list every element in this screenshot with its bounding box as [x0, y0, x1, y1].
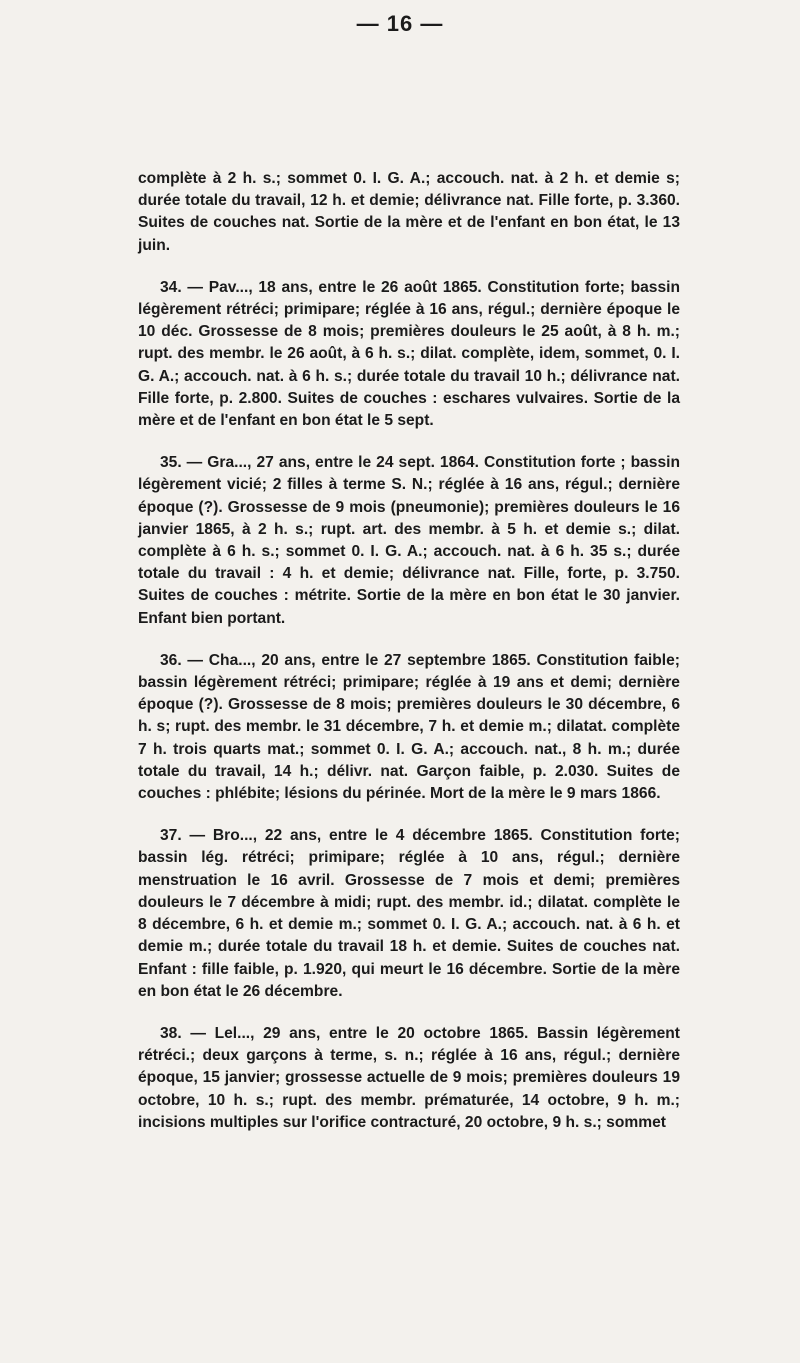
case-36-paragraph: 36. — Cha..., 20 ans, entre le 27 septembre 1865. Constitution faible; bassin légèrement rétréci; primipare; réglée à 19 ans et demi; dernière époque (?). Grossesse de 8 mois; premières douleurs le 30 décembre, 6 h. s; rupt. des membr. le 31 décembre, 7 h. et demie m.; dilatat. complète 7 h. trois quarts mat.; sommet 0. I. G. A.; accouch. nat., 8 h. m.; durée totale du travail, 14 h.; délivr. nat. Garçon faible, p. 2.030. Suites de couches : phlébite; lésions du périnée. Mort de la mère le 9 mars 1866.	[138, 651, 680, 803]
paragraph-continuation: complète à 2 h. s.; sommet 0. I. G. A.; accouch. nat. à 2 h. et demie s; durée totale du travail, 12 h. et demie; délivrance nat. Fille forte, p. 3.360. Suites de couches nat. Sortie de la mère et de l'enfant en bon état, le 13 juin.	[138, 170, 680, 254]
case-35-paragraph: 35. — Gra..., 27 ans, entre le 24 sept. 1864. Constitution forte ; bassin légèrement vicié; 2 filles à terme S. N.; réglée à 16 ans, régul.; dernière époque (?). Grossesse de 9 mois (pneumonie); premières douleurs le 16 janvier 1865, à 2 h. s.; rupt. art. des membr. à 5 h. et demie s.; dilat. complète à 6 h. s.; sommet 0. I. G. A.; accouch. nat. à 6 h. 35 s.; durée totale du travail : 4 h. et demie; délivrance nat. Fille, forte, p. 3.750. Suites de couches : métrite. Sortie de la mère en bon état le 30 janvier. Enfant bien portant.	[138, 454, 680, 627]
case-37-paragraph: 37. — Bro..., 22 ans, entre le 4 décembre 1865. Constitution forte; bassin lég. rétréci; primipare; réglée à 10 ans, régul.; dernière menstruation le 16 avril. Grossesse de 7 mois et demi; premières douleurs le 7 décembre à midi; rupt. des membr. id.; dilatat. complète le 8 décembre, 6 h. et demie m.; sommet 0. I. G. A.; accouch. nat. à 6 h. et demie m.; durée totale du travail 18 h. et demie. Suites de couches nat. Enfant : fille faible, p. 1.920, qui meurt le 16 décembre. Sortie de la mère en bon état le 26 décembre.	[138, 827, 680, 1000]
case-34-paragraph: 34. — Pav..., 18 ans, entre le 26 août 1865. Constitution forte; bassin légèrement rétréci; primipare; réglée à 16 ans, régul.; dernière époque le 10 déc. Grossesse de 8 mois; premières douleurs le 25 août, à 8 h. m.; rupt. des membr. le 26 août, à 6 h. s.; dilat. complète, idem, sommet, 0. I. G. A.; accouch. nat. à 6 h. s.; durée totale du travail 10 h.; délivrance nat. Fille forte, p. 2.800. Suites de couches : eschares vulvaires. Sortie de la mère et de l'enfant en bon état le 5 sept.	[138, 278, 680, 430]
case-38-paragraph: 38. — Lel..., 29 ans, entre le 20 octobre 1865. Bassin légèrement rétréci.; deux garçons à terme, s. n.; réglée à 16 ans, régul.; dernière époque, 15 janvier; grossesse actuelle de 9 mois; premières douleurs 19 octobre, 10 h. s.; rupt. des membr. prématurée, 14 octobre, 9 h. m.; incisions multiples sur l'orifice contracturé, 20 octobre, 9 h. s.; sommet	[138, 1024, 680, 1131]
page-number: — 16 —	[356, 11, 444, 36]
page-body	[138, 168, 680, 1134]
